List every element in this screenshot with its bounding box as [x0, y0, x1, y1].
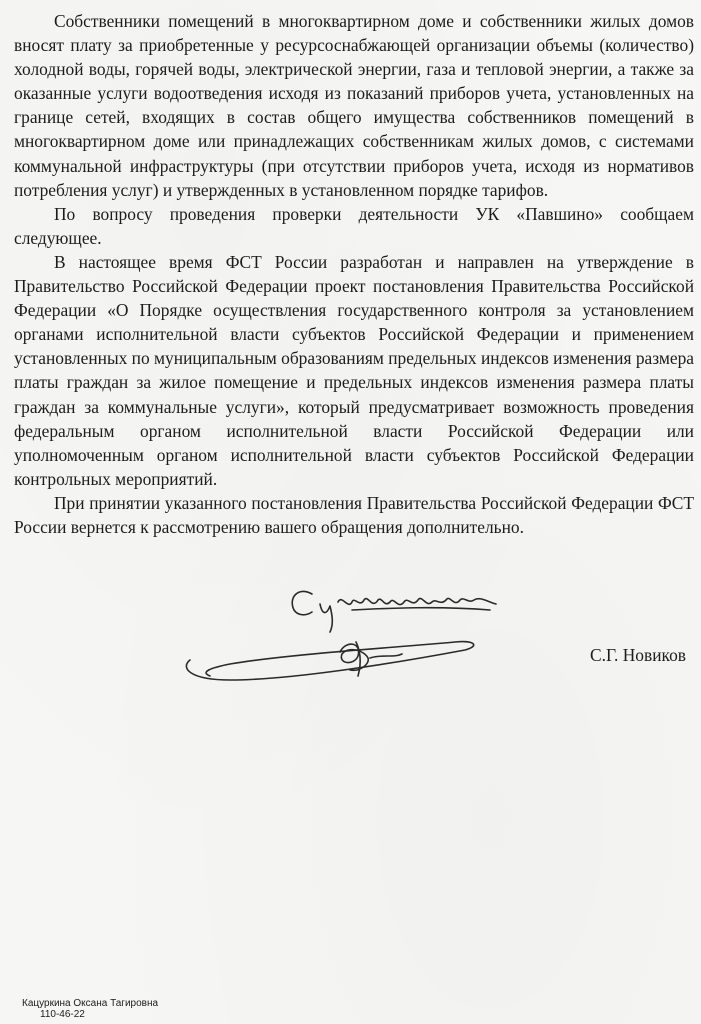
- handwritten-signature: [170, 580, 520, 700]
- contact-phone: 110-46-22: [40, 1009, 85, 1020]
- signer-name: С.Г. Новиков: [590, 645, 686, 665]
- paragraph-draft-resolution: В настоящее время ФСТ России разработан и направлен на утверждение в Правительство Российской Федерации проект постановления Правительства Российской Федерации «О Порядке осуществления государственного контроля за установлением органами исполнительной власти субъектов Российской Федерации и применением установленных по муниципальным образованиям предельных индексов изменения размера платы граждан за жилое помещение и предельных индексов изменения размера платы граждан за коммунальные услуги», который предусматривает возможность проведения федеральным органом исполнительной власти Российской Федерации или уполномоченным органом исполнительной власти субъектов Российской Федерации контрольных мероприятий.: [14, 251, 694, 489]
- letter-body: [14, 9, 694, 539]
- contact-person-name: Кацуркина Оксана Тагировна: [22, 998, 159, 1009]
- paragraph-conclusion: При принятии указанного постановления Правительства Российской Федерации ФСТ России вернется к рассмотрению вашего обращения дополнительно.: [14, 492, 694, 537]
- paragraph-inspection-question: По вопросу проведения проверки деятельности УК «Павшино» сообщаем следующее.: [14, 203, 694, 248]
- paragraph-payment-rules: Собственники помещений в многоквартирном доме и собственники жилых домов вносят плату за приобретенные у ресурсоснабжающей организации объемы (количество) холодной воды, горячей воды, электрической энергии, газа и тепловой энергии, а также за оказанные услуги водоотведения исходя из показаний приборов учета, установленных на границе сетей, входящих в состав общего имущества собственников помещений в многоквартирном доме или принадлежащих собственникам жилых домов, с системами коммунальной инфраструктуры (при отсутствии приборов учета, исходя из нормативов потребления услуг) и утвержденных в установленном порядке тарифов.: [14, 11, 694, 200]
